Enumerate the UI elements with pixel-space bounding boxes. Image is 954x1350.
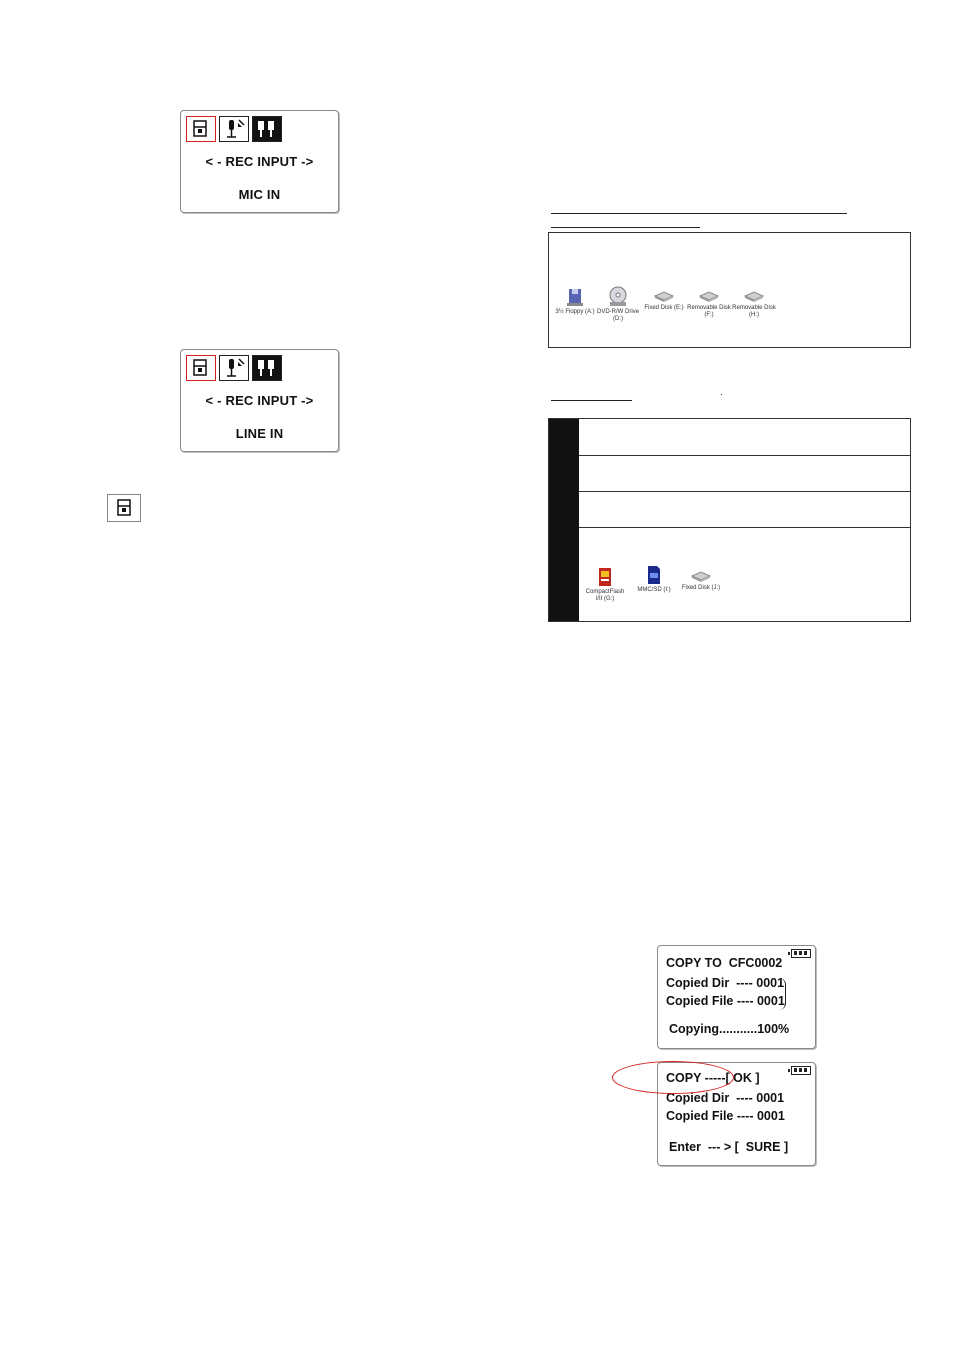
drive-label: Removable Disk (F:) — [687, 305, 731, 318]
dvd-icon — [607, 285, 629, 307]
table-row — [579, 455, 910, 492]
rec-input-title: < - REC INPUT -> — [205, 154, 314, 169]
drive-label: Removable Disk (H:) — [732, 305, 776, 318]
line-input-icon — [252, 116, 282, 142]
drive-item[interactable] — [679, 571, 723, 592]
copy-header: COPY TO CFC0002 — [666, 956, 783, 970]
drive-item[interactable] — [642, 291, 686, 312]
lcd-screen-line-in — [180, 349, 339, 452]
drive-label: Fixed Disk (E:) — [644, 305, 684, 311]
table-row — [579, 491, 910, 528]
copied-dir: Copied Dir ---- 0001 — [666, 976, 785, 990]
drive-item[interactable] — [687, 291, 731, 319]
battery-icon — [791, 1066, 811, 1075]
drive-item[interactable] — [596, 285, 640, 323]
rec-input-value: LINE IN — [235, 426, 284, 441]
floppy-icon — [565, 287, 585, 307]
lock-icon — [186, 355, 216, 381]
copy-header: COPY -----[ OK ] — [666, 1071, 760, 1085]
microphone-icon — [219, 355, 249, 381]
drive-item[interactable] — [583, 567, 627, 603]
mode-icons — [186, 355, 282, 381]
drive-label: DVD-R/W Drive (D:) — [597, 309, 639, 322]
drive-label: CompactFlash I/II (G:) — [585, 589, 625, 602]
copied-dir: Copied Dir ---- 0001 — [666, 1091, 785, 1105]
table-row — [579, 419, 910, 456]
lock-icon — [107, 494, 141, 522]
dot-mark — [721, 394, 722, 395]
lcd-screen-copy-progress — [657, 945, 816, 1049]
removable-disk-icon — [698, 291, 720, 303]
hdd-icon — [653, 291, 675, 303]
heading-underline — [551, 400, 632, 401]
table-side-bar — [549, 419, 579, 621]
battery-icon — [791, 949, 811, 958]
card-reader-table — [548, 418, 911, 622]
brace-mark — [779, 978, 786, 1010]
drive-item[interactable] — [553, 287, 597, 316]
hdd-icon — [690, 571, 712, 583]
drive-item[interactable] — [632, 565, 676, 594]
enter-sure-prompt: Enter --- > [ SURE ] — [669, 1140, 789, 1154]
lcd-screen-mic-in — [180, 110, 339, 213]
drive-item[interactable] — [732, 291, 776, 319]
rec-input-title: < - REC INPUT -> — [205, 393, 314, 408]
drive-label: 3½ Floppy (A:) — [555, 309, 595, 315]
lock-icon — [186, 116, 216, 142]
highlight-ellipse — [612, 1061, 734, 1094]
removable-disk-icon — [743, 291, 765, 303]
copied-file: Copied File ---- 0001 — [666, 994, 785, 1008]
table-row-drives — [579, 527, 910, 621]
mode-icons — [186, 116, 282, 142]
explorer-drives-panel — [548, 232, 911, 348]
drive-label: MMC/SD (I:) — [637, 587, 671, 593]
rec-input-value: MIC IN — [238, 187, 281, 202]
sd-card-icon — [647, 565, 661, 585]
copy-status: Copying...........100% — [669, 1022, 790, 1036]
compactflash-icon — [597, 567, 613, 587]
heading-underline — [551, 213, 847, 214]
line-input-icon — [252, 355, 282, 381]
copied-file: Copied File ---- 0001 — [666, 1109, 785, 1123]
heading-underline — [551, 227, 700, 228]
drive-label: Fixed Disk (J:) — [681, 585, 721, 591]
microphone-icon — [219, 116, 249, 142]
